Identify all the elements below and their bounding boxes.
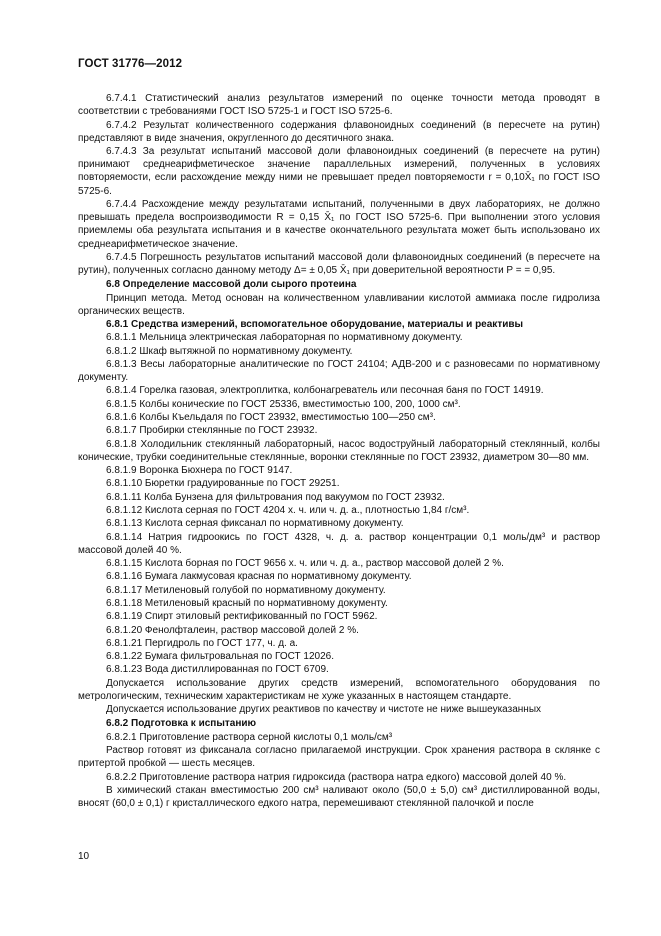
section-heading: 6.8 Определение массовой доли сырого протеина xyxy=(106,279,357,291)
list-item: 6.8.1.22 Бумага фильтровальная по ГОСТ 12026. xyxy=(106,651,334,663)
page-number: 10 xyxy=(78,851,90,862)
section-heading: 6.8.1 Средства измерений, вспомогательное оборудование, материалы и реактивы xyxy=(106,319,524,331)
list-item: 6.8.1.4 Горелка газовая, электроплитка, колбонагреватель или песочная баня по ГОСТ 14919. xyxy=(106,385,544,397)
list-item: 6.8.1.12 Кислота серная по ГОСТ 4204 х. ч. или ч. д. а., плотностью 1,84 г/см³. xyxy=(106,504,470,516)
document-body xyxy=(78,92,600,810)
paragraph: 6.8.2.1 Приготовление раствора серной кислоты 0,1 моль/см³ xyxy=(106,731,393,743)
list-item: 6.8.1.19 Спирт этиловый ректификованный по ГОСТ 5962. xyxy=(106,611,378,623)
list-item: 6.8.1.3 Весы лабораторные аналитические по ГОСТ 24104; АДВ-200 и с разновесами по нормативному документу. xyxy=(78,358,600,384)
list-item: 6.8.1.14 Натрия гидроокись по ГОСТ 4328, ч. д. а. раствор концентрации 0,1 моль/дм³ и раствор массовой долей 40 %. xyxy=(78,531,600,556)
list-item: 6.8.1.18 Метиленовый красный по нормативному документу. xyxy=(106,597,388,609)
paragraph: Раствор готовят из фиксанала согласно прилагаемой инструкции. Срок хранения раствора в склянке с притертой пробкой — шесть месяцев. xyxy=(78,745,600,770)
paragraph: Принцип метода. Метод основан на количественном улавливании кислотой аммиака после гидролиза органических веществ. xyxy=(78,292,600,317)
paragraph: 6.8.2.2 Приготовление раствора натрия гидроксида (раствора натра едкого) массовой долей 40 %. xyxy=(106,771,567,783)
list-item: 6.8.1.9 Воронка Бюхнера по ГОСТ 9147. xyxy=(106,465,293,477)
list-item: 6.8.1.13 Кислота серная фиксанал по нормативному документу. xyxy=(106,518,404,530)
paragraph: Допускается использование других средств измерений, вспомогательного оборудования по метрологическим, техническим характеристикам не хуже указанных в настоящем стандарте. xyxy=(78,677,600,702)
list-item: 6.8.1.8 Холодильник стеклянный лабораторный, насос водоструйный лабораторный стеклянный, колбы конические, трубки соединительные стеклянные, воронки стеклянные по ГОСТ 23932, диаметром 30—80 мм. xyxy=(78,438,600,463)
list-item: 6.8.1.7 Пробирки стеклянные по ГОСТ 23932. xyxy=(106,425,318,437)
list-item: 6.8.1.20 Фенолфталеин, раствор массовой долей 2 %. xyxy=(106,624,359,636)
list-item: 6.8.1.5 Колбы конические по ГОСТ 25336, вместимостью 100, 200, 1000 см³. xyxy=(106,398,461,410)
paragraph: 6.7.4.2 Результат количественного содержания флавоноидных соединений (в пересчете на рутин) представляют в виде значения, округленного до десятичного знака. xyxy=(78,119,600,144)
paragraph: 6.7.4.5 Погрешность результатов испытаний массовой доли флавоноидных соединений (в пересчете на рутин), полученных согласно данному методу Δ= ± 0,05 X̄₁ при доверительной вероятности P = = 0,95. xyxy=(78,251,600,277)
list-item: 6.8.1.17 Метиленовый голубой по нормативному документу. xyxy=(106,584,386,596)
list-item: 6.8.1.2 Шкаф вытяжной по нормативному документу. xyxy=(106,345,353,357)
paragraph: В химический стакан вместимостью 200 см³ наливают около (50,0 ± 5,0) см³ дистиллированной воды, вносят (60,0 ± 0,1) г кристаллического едкого натра, перемешивают стеклянной палочкой и после xyxy=(78,784,600,810)
list-item: 6.8.1.1 Мельница электрическая лабораторная по нормативному документу. xyxy=(106,332,463,344)
list-item: 6.8.1.16 Бумага лакмусовая красная по нормативному документу. xyxy=(106,571,412,583)
document-header: ГОСТ 31776—2012 xyxy=(78,58,183,70)
paragraph: 6.7.4.3 За результат испытаний массовой доли флавоноидных соединений (в пересчете на рутин) принимают среднеарифметическое значение параллельных измерений, полученных в условиях повторяемости, если расхождение между ними не превышает предел повторяемости r = 0,10X̄₁ по ГОСТ ISO 5725-6. xyxy=(78,146,600,197)
list-item: 6.8.1.6 Колбы Къельдаля по ГОСТ 23932, вместимостью 100—250 см³. xyxy=(106,412,436,423)
list-item: 6.8.1.21 Пергидроль по ГОСТ 177, ч. д. а. xyxy=(106,637,298,649)
paragraph: Допускается использование других реактивов по качеству и чистоте не ниже вышеуказанных xyxy=(106,704,541,716)
section-heading: 6.8.2 Подготовка к испытанию xyxy=(106,718,257,730)
list-item: 6.8.1.11 Колба Бунзена для фильтрования под вакуумом по ГОСТ 23932. xyxy=(106,491,445,503)
list-item: 6.8.1.15 Кислота борная по ГОСТ 9656 х. ч. или ч. д. а., раствор массовой долей 2 %. xyxy=(106,558,504,570)
list-item: 6.8.1.10 Бюретки градуированные по ГОСТ 29251. xyxy=(106,478,340,490)
list-item: 6.8.1.23 Вода дистиллированная по ГОСТ 6709. xyxy=(106,664,329,676)
paragraph: 6.7.4.1 Статистический анализ результатов измерений по оценке точности метода проводят в соответствии с требованиями ГОСТ ISO 5725-1 и ГОСТ ISO 5725-6. xyxy=(78,93,600,118)
paragraph: 6.7.4.4 Расхождение между результатами испытаний, полученными в двух лабораториях, не должно превышать предела воспроизводимости R = 0,15 X̄₁ по ГОСТ ISO 5725-6. При выполнении этого условия приемлемы оба результата испытания и в качестве окончательного результата может быть использовано их среднеарифметическое значение. xyxy=(78,198,600,250)
